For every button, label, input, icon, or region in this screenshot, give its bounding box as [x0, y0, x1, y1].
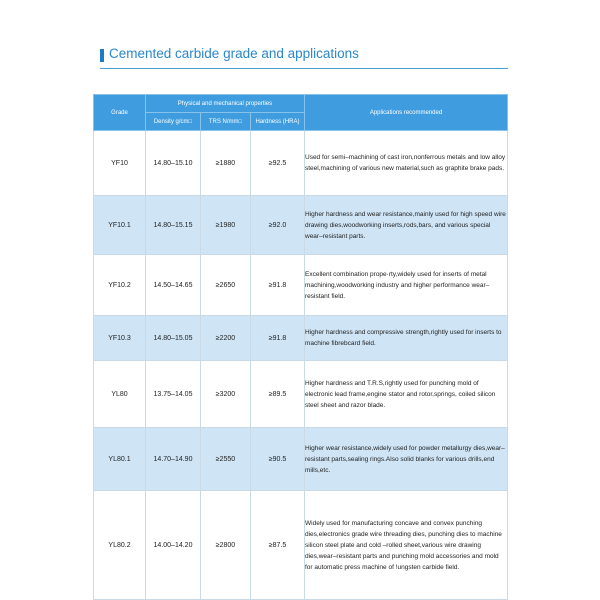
- density-cell: 14.00–14.20: [146, 491, 201, 600]
- application-cell: Used for semi–machining of cast iron,nonferrous metals and low alloy steel,machining of various new material,such as graphite brake pads.: [305, 131, 508, 196]
- density-cell: 14.80–15.15: [146, 196, 201, 255]
- density-cell: 13.75–14.05: [146, 361, 201, 428]
- density-cell: 14.70–14.90: [146, 428, 201, 491]
- application-cell: Higher wear resistance,widely used for powder metallurgy dies,wear–resistant parts,sealing rings.Also solid blanks for various drills,end mills,etc.: [305, 428, 508, 491]
- table-row: [94, 316, 508, 361]
- grade-cell: YL80.1: [94, 428, 146, 491]
- heading-marker: [100, 49, 104, 62]
- hardness-cell: ≥92.0: [251, 196, 305, 255]
- grade-cell: YF10.3: [94, 316, 146, 361]
- table-row: [94, 131, 508, 196]
- application-cell: Higher hardness and T.R.S,rightly used for punching mold of electronic lead frame,engine stator and rotor,springs, coiled silicon steel sheet and razor blade.: [305, 361, 508, 428]
- trs-cell: ≥2650: [201, 255, 251, 316]
- trs-cell: ≥1880: [201, 131, 251, 196]
- grade-cell: YL80: [94, 361, 146, 428]
- application-cell: Higher hardness and wear resistance,mainly used for high speed wire drawing dies,woodworking inserts,rods,bars, and various special wear–resistant parts.: [305, 196, 508, 255]
- grade-cell: YF10.2: [94, 255, 146, 316]
- hardness-cell: ≥92.5: [251, 131, 305, 196]
- table-row: [94, 361, 508, 428]
- trs-cell: ≥1980: [201, 196, 251, 255]
- carbide-grade-table: [93, 94, 508, 600]
- hardness-cell: ≥87.5: [251, 491, 305, 600]
- application-cell: Widely used for manufacturing concave and convex punching dies,electronics grade wire threading dies, punching dies to machine silicon steel plate and cold –rolled sheet,various wire drawing dies,wear–resistant parts and punching mold accessories and mold for automatic press machine of !ungsten carbide field.: [305, 491, 508, 600]
- table-row: [94, 196, 508, 255]
- section-heading: [100, 46, 508, 69]
- hardness-cell: ≥91.8: [251, 255, 305, 316]
- trs-cell: ≥3200: [201, 361, 251, 428]
- grade-cell: YL80.2: [94, 491, 146, 600]
- header-applications: Applications recommended: [305, 95, 508, 131]
- grade-cell: YF10: [94, 131, 146, 196]
- application-cell: Higher hardness and compressive strength,rightly used for inserts to machine fibrebcard field.: [305, 316, 508, 361]
- page-title: Cemented carbide grade and applications: [109, 46, 359, 61]
- trs-cell: ≥2550: [201, 428, 251, 491]
- grade-cell: YF10.1: [94, 196, 146, 255]
- hardness-cell: ≥91.8: [251, 316, 305, 361]
- header-grade: Grade: [94, 95, 146, 131]
- header-physical-group: Physical and mechanical properties: [146, 95, 305, 113]
- header-hardness: Hardness (HRA): [251, 113, 305, 131]
- header-density: Density g/cm□: [146, 113, 201, 131]
- hardness-cell: ≥90.5: [251, 428, 305, 491]
- table-row: [94, 491, 508, 600]
- density-cell: 14.50–14.65: [146, 255, 201, 316]
- density-cell: 14.80–15.10: [146, 131, 201, 196]
- density-cell: 14.80–15.05: [146, 316, 201, 361]
- trs-cell: ≥2200: [201, 316, 251, 361]
- header-trs: TRS N/mm□: [201, 113, 251, 131]
- application-cell: Excellent combination prope·rty,widely used for inserts of metal machining,woodworking industry and higher performance wear–resistant field.: [305, 255, 508, 316]
- table-row: [94, 255, 508, 316]
- table-row: [94, 428, 508, 491]
- hardness-cell: ≥89.5: [251, 361, 305, 428]
- trs-cell: ≥2800: [201, 491, 251, 600]
